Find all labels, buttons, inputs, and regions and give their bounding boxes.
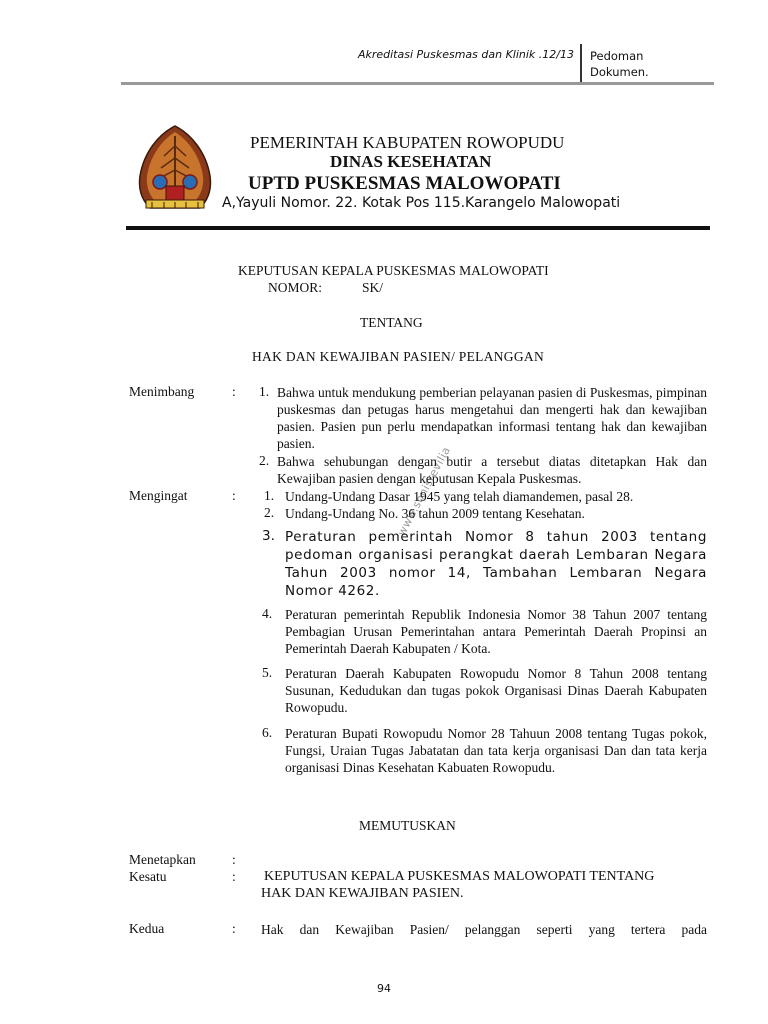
mengingat-item-6-text: Peraturan Bupati Rowopudu Nomor 28 Tahuun 2008 tentang Tugas pokok, Fungsi, Uraian Tugas Jabatatan dan tata kerja organisasi Dan dan tata kerja organisasi Dinas Kesehatan Kabuaten Rowopudu.: [285, 726, 707, 775]
menimbang-item-2-num: 2.: [259, 453, 270, 468]
mengingat-item-1-text: Undang-Undang Dasar 1945 yang telah diamandemen, pasal 28.: [285, 489, 634, 504]
mengingat-item-5-num: 5.: [262, 665, 273, 680]
letterhead-address: A,Yayuli Nomor. 22. Kotak Pos 115.Karangelo Malowopati: [222, 195, 621, 211]
mengingat-colon: :: [232, 488, 236, 503]
menimbang-item-2-text: Bahwa sehubungan dengan butir a tersebut diatas ditetapkan Hak dan Kewajiban pasien dengan keputusan Kepala Puskesmas.: [277, 454, 707, 486]
kesatu-line1: KEPUTUSAN KEPALA PUSKESMAS MALOWOPATI TENTANG: [264, 869, 655, 884]
watermark-text: www.sonisrevilia: [395, 444, 454, 539]
mengingat-item-1-num: 1.: [264, 488, 275, 503]
mengingat-item-3-num: 3.: [262, 528, 275, 544]
kesatu-label: Kesatu: [129, 869, 167, 884]
kedua-colon: :: [232, 921, 236, 936]
memutuskan-heading: MEMUTUSKAN: [359, 818, 456, 833]
menimbang-colon: :: [232, 384, 236, 399]
mengingat-item-6-num: 6.: [262, 725, 273, 740]
decree-tentang: TENTANG: [360, 315, 423, 330]
mengingat-item-2-text: Undang-Undang No. 36 tahun 2009 tentang Kesehatan.: [285, 506, 585, 521]
kedua-label: Kedua: [129, 921, 165, 936]
decree-subject: HAK DAN KEWAJIBAN PASIEN/ PELANGGAN: [252, 349, 545, 364]
decree-number-value: SK/: [362, 280, 384, 295]
kesatu-line2: HAK DAN KEWAJIBAN PASIEN.: [261, 886, 464, 901]
menimbang-item-1-num: 1.: [259, 384, 270, 399]
letterhead-department: DINAS KESEHATAN: [330, 152, 492, 171]
decree-number-label: NOMOR:: [268, 280, 323, 295]
header-rule: [121, 82, 714, 85]
kesatu-colon: :: [232, 869, 236, 884]
letterhead-government: PEMERINTAH KABUPATEN ROWOPUDU: [250, 133, 565, 152]
mengingat-item-2-num: 2.: [264, 505, 275, 520]
header-document-title: Akreditasi Puskesmas dan Klinik .12/13: [357, 48, 574, 61]
menetapkan-label: Menetapkan: [129, 852, 196, 867]
mengingat-item-5-text: Peraturan Daerah Kabupaten Rowopudu Nomor 8 Tahun 2008 tentang Susunan, Kedudukan dan tugas pokok Organisasi Dinas Daerah Kabupaten Rowopudu.: [285, 666, 707, 715]
mengingat-label: Mengingat: [129, 488, 188, 503]
menimbang-item-1-text: Bahwa untuk mendukung pemberian pelayanan pasien di Puskesmas, pimpinan puskesmas dan petugas harus mengetahui dan mengerti hak dan kewajiban pasien. Pasien pun perlu mendapatkan informasi tentang hak dan kewajiban pasien.: [277, 385, 707, 451]
letterhead-rule: [126, 226, 710, 230]
letterhead-unit: UPTD PUSKESMAS MALOWOPATI: [248, 173, 561, 194]
mengingat-item-3-text: Peraturan pemerintah Nomor 8 tahun 2003 tentang pedoman organisasi perangkat daerah Lembaran Negara Tahun 2003 nomor 14, Tambahan Lembaran Negara Nomor 4262.: [285, 529, 707, 599]
page-number: 94: [377, 982, 391, 995]
mengingat-item-4-num: 4.: [262, 606, 273, 621]
menimbang-label: Menimbang: [129, 384, 195, 399]
header-right-line1: Pedoman: [590, 49, 644, 63]
decree-title: KEPUTUSAN KEPALA PUSKESMAS MALOWOPATI: [238, 263, 549, 278]
menetapkan-colon: :: [232, 852, 236, 867]
header-right-line2: Dokumen.: [590, 65, 649, 79]
header-document-type: [590, 48, 649, 80]
gunungan-logo-icon: [136, 124, 214, 212]
header-divider: [580, 44, 582, 84]
kedua-text: Hak dan Kewajiban Pasien/ pelanggan seperti yang tertera pada: [261, 922, 707, 937]
mengingat-item-4-text: Peraturan pemerintah Republik Indonesia Nomor 38 Tahun 2007 tentang Pembagian Urusan Pemerintahan antara Pemerintah Daerah Propinsi an Pemerintah Daerah Kabupaten / Kota.: [285, 607, 707, 656]
